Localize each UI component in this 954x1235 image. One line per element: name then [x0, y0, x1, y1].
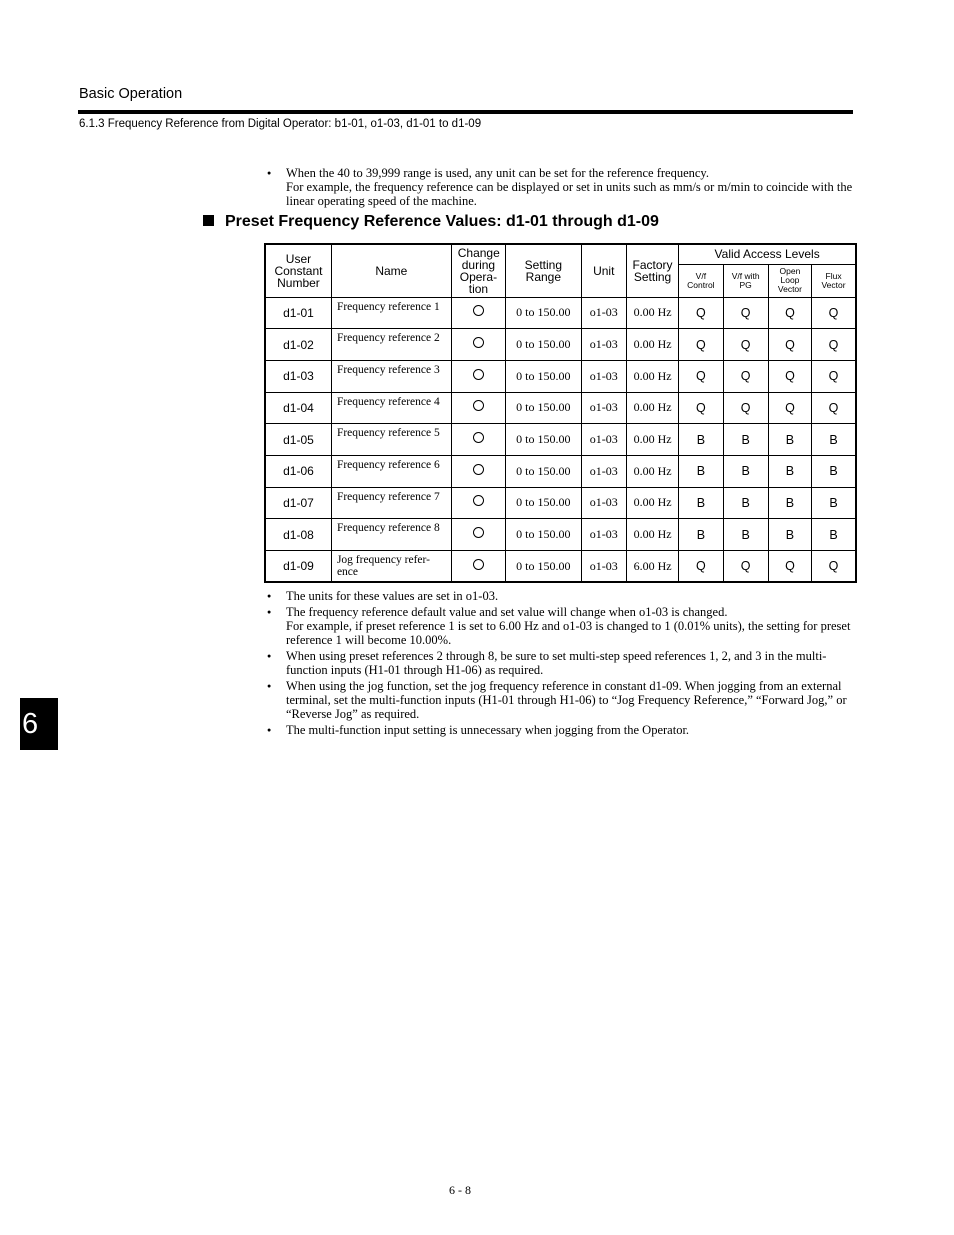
flux-vector-level-cell: Q	[812, 551, 856, 583]
unit-cell: o1-03	[581, 424, 626, 456]
intro-bullet	[265, 166, 857, 208]
table-row	[265, 329, 856, 361]
unit-cell: o1-03	[581, 487, 626, 519]
setting-range-cell: 0 to 150.00	[506, 392, 582, 424]
factory-setting-cell: 6.00 Hz	[626, 551, 678, 583]
constant-number-cell: d1-05	[265, 424, 331, 456]
note-extra-text: For example, if preset reference 1 is set to 6.00 Hz and o1-03 is changed to 1 (0.01% units), the setting for preset reference 1 will become 10.00%.	[286, 619, 851, 647]
unit-cell: o1-03	[581, 551, 626, 583]
open-loop-level-cell: Q	[768, 392, 811, 424]
header-flux-vector: Flux Vector	[812, 264, 856, 297]
table-row	[265, 487, 856, 519]
factory-setting-cell: 0.00 Hz	[626, 392, 678, 424]
vf-pg-level-cell: B	[723, 519, 768, 551]
header-user-constant: User Constant Number	[265, 244, 331, 297]
unit-cell: o1-03	[581, 329, 626, 361]
change-during-operation-cell	[451, 551, 505, 583]
name-cell: Frequency reference 6	[331, 455, 451, 487]
table-row	[265, 360, 856, 392]
note-bullet	[265, 723, 857, 737]
name-cell: Frequency reference 8	[331, 519, 451, 551]
factory-setting-cell: 0.00 Hz	[626, 329, 678, 361]
notes-bullet-list	[265, 589, 857, 739]
constant-number-cell: d1-04	[265, 392, 331, 424]
preset-frequency-table	[264, 243, 857, 583]
unit-cell: o1-03	[581, 519, 626, 551]
vf-pg-level-cell: Q	[723, 551, 768, 583]
constant-number-cell: d1-01	[265, 297, 331, 329]
setting-range-cell: 0 to 150.00	[506, 551, 582, 583]
setting-range-cell: 0 to 150.00	[506, 424, 582, 456]
unit-cell: o1-03	[581, 297, 626, 329]
header-change-during-operation: Change during Opera- tion	[451, 244, 505, 297]
open-loop-level-cell: B	[768, 519, 811, 551]
header-factory-setting: Factory Setting	[626, 244, 678, 297]
circle-icon	[473, 305, 484, 316]
open-loop-level-cell: Q	[768, 329, 811, 361]
vf-pg-level-cell: Q	[723, 360, 768, 392]
change-during-operation-cell	[451, 329, 505, 361]
change-during-operation-cell	[451, 360, 505, 392]
factory-setting-cell: 0.00 Hz	[626, 297, 678, 329]
flux-vector-level-cell: Q	[812, 329, 856, 361]
circle-icon	[473, 559, 484, 570]
note-text: When using the jog function, set the jog frequency reference in constant d1-09. When jogging from an external terminal, set the multi-function inputs (H1-01 through H1-06) to “Jog Frequency Reference,” “Forward Jog,” or “Reverse Jog” as required.	[286, 679, 847, 721]
open-loop-level-cell: B	[768, 424, 811, 456]
change-during-operation-cell	[451, 519, 505, 551]
note-text: When using preset references 2 through 8, be sure to set multi-step speed references 1, 2, and 3 in the multi-function inputs (H1-01 through H1-06) as required.	[286, 649, 827, 677]
constant-number-cell: d1-06	[265, 455, 331, 487]
table-row	[265, 455, 856, 487]
unit-cell: o1-03	[581, 360, 626, 392]
circle-icon	[473, 400, 484, 411]
vf-control-level-cell: Q	[679, 392, 723, 424]
unit-cell: o1-03	[581, 455, 626, 487]
constant-number-cell: d1-03	[265, 360, 331, 392]
change-during-operation-cell	[451, 392, 505, 424]
unit-cell: o1-03	[581, 392, 626, 424]
table-row	[265, 424, 856, 456]
circle-icon	[473, 527, 484, 538]
name-cell: Frequency reference 4	[331, 392, 451, 424]
note-bullet	[265, 605, 857, 647]
name-cell: Jog frequency refer- ence	[331, 551, 451, 583]
vf-pg-level-cell: B	[723, 487, 768, 519]
page-header-title: Basic Operation	[79, 86, 183, 102]
note-bullet	[265, 589, 857, 603]
circle-icon	[473, 369, 484, 380]
intro-bullet-line1: When the 40 to 39,999 range is used, any unit can be set for the reference frequency.	[286, 166, 709, 180]
header-rule	[78, 110, 853, 114]
flux-vector-level-cell: B	[812, 424, 856, 456]
change-during-operation-cell	[451, 455, 505, 487]
factory-setting-cell: 0.00 Hz	[626, 519, 678, 551]
setting-range-cell: 0 to 150.00	[506, 519, 582, 551]
page-number: 6 - 8	[449, 1183, 471, 1197]
factory-setting-cell: 0.00 Hz	[626, 455, 678, 487]
setting-range-cell: 0 to 150.00	[506, 487, 582, 519]
vf-pg-level-cell: B	[723, 455, 768, 487]
chapter-tab: 6	[20, 698, 58, 750]
table-row	[265, 392, 856, 424]
header-valid-access-levels: Valid Access Levels	[679, 244, 856, 264]
table-row	[265, 297, 856, 329]
table-row	[265, 519, 856, 551]
setting-range-cell: 0 to 150.00	[506, 329, 582, 361]
header-setting-range: Setting Range	[506, 244, 582, 297]
setting-range-cell: 0 to 150.00	[506, 360, 582, 392]
factory-setting-cell: 0.00 Hz	[626, 360, 678, 392]
vf-control-level-cell: Q	[679, 551, 723, 583]
constant-number-cell: d1-07	[265, 487, 331, 519]
header-vf-control: V/f Control	[679, 264, 723, 297]
vf-pg-level-cell: Q	[723, 297, 768, 329]
section-breadcrumb: 6.1.3 Frequency Reference from Digital Operator: b1-01, o1-03, d1-01 to d1-09	[79, 118, 482, 130]
vf-pg-level-cell: Q	[723, 329, 768, 361]
vf-control-level-cell: B	[679, 455, 723, 487]
intro-bullet-list	[265, 166, 857, 210]
vf-control-level-cell: Q	[679, 360, 723, 392]
vf-control-level-cell: Q	[679, 297, 723, 329]
flux-vector-level-cell: Q	[812, 360, 856, 392]
name-cell: Frequency reference 2	[331, 329, 451, 361]
vf-control-level-cell: B	[679, 519, 723, 551]
change-during-operation-cell	[451, 297, 505, 329]
flux-vector-level-cell: B	[812, 455, 856, 487]
name-cell: Frequency reference 7	[331, 487, 451, 519]
open-loop-level-cell: B	[768, 487, 811, 519]
note-text: The multi-function input setting is unnecessary when jogging from the Operator.	[286, 723, 690, 737]
flux-vector-level-cell: B	[812, 519, 856, 551]
header-open-loop-vector: Open Loop Vector	[768, 264, 811, 297]
open-loop-level-cell: Q	[768, 297, 811, 329]
note-text: The frequency reference default value and set value will change when o1-03 is changed.	[286, 605, 728, 619]
change-during-operation-cell	[451, 424, 505, 456]
setting-range-cell: 0 to 150.00	[506, 297, 582, 329]
circle-icon	[473, 432, 484, 443]
constant-number-cell: d1-09	[265, 551, 331, 583]
factory-setting-cell: 0.00 Hz	[626, 487, 678, 519]
vf-control-level-cell: B	[679, 487, 723, 519]
flux-vector-level-cell: Q	[812, 297, 856, 329]
header-name: Name	[331, 244, 451, 297]
vf-pg-level-cell: B	[723, 424, 768, 456]
constant-number-cell: d1-08	[265, 519, 331, 551]
setting-range-cell: 0 to 150.00	[506, 455, 582, 487]
name-cell: Frequency reference 3	[331, 360, 451, 392]
note-bullet	[265, 679, 857, 721]
table-row	[265, 551, 856, 583]
section-heading-text: Preset Frequency Reference Values: d1-01 through d1-09	[225, 213, 659, 230]
square-bullet-icon	[203, 215, 214, 226]
intro-bullet-line2: For example, the frequency reference can be displayed or set in units such as mm/s or m/min to coincide with the linear operating speed of the machine.	[286, 180, 853, 208]
header-unit: Unit	[581, 244, 626, 297]
header-vf-with-pg: V/f with PG	[723, 264, 768, 297]
note-text: The units for these values are set in o1-03.	[286, 589, 499, 603]
flux-vector-level-cell: B	[812, 487, 856, 519]
note-bullet	[265, 649, 857, 677]
section-heading	[203, 213, 659, 231]
change-during-operation-cell	[451, 487, 505, 519]
name-cell: Frequency reference 1	[331, 297, 451, 329]
circle-icon	[473, 337, 484, 348]
flux-vector-level-cell: Q	[812, 392, 856, 424]
vf-control-level-cell: B	[679, 424, 723, 456]
constant-number-cell: d1-02	[265, 329, 331, 361]
open-loop-level-cell: B	[768, 455, 811, 487]
factory-setting-cell: 0.00 Hz	[626, 424, 678, 456]
vf-pg-level-cell: Q	[723, 392, 768, 424]
open-loop-level-cell: Q	[768, 360, 811, 392]
open-loop-level-cell: Q	[768, 551, 811, 583]
vf-control-level-cell: Q	[679, 329, 723, 361]
name-cell: Frequency reference 5	[331, 424, 451, 456]
circle-icon	[473, 464, 484, 475]
circle-icon	[473, 495, 484, 506]
